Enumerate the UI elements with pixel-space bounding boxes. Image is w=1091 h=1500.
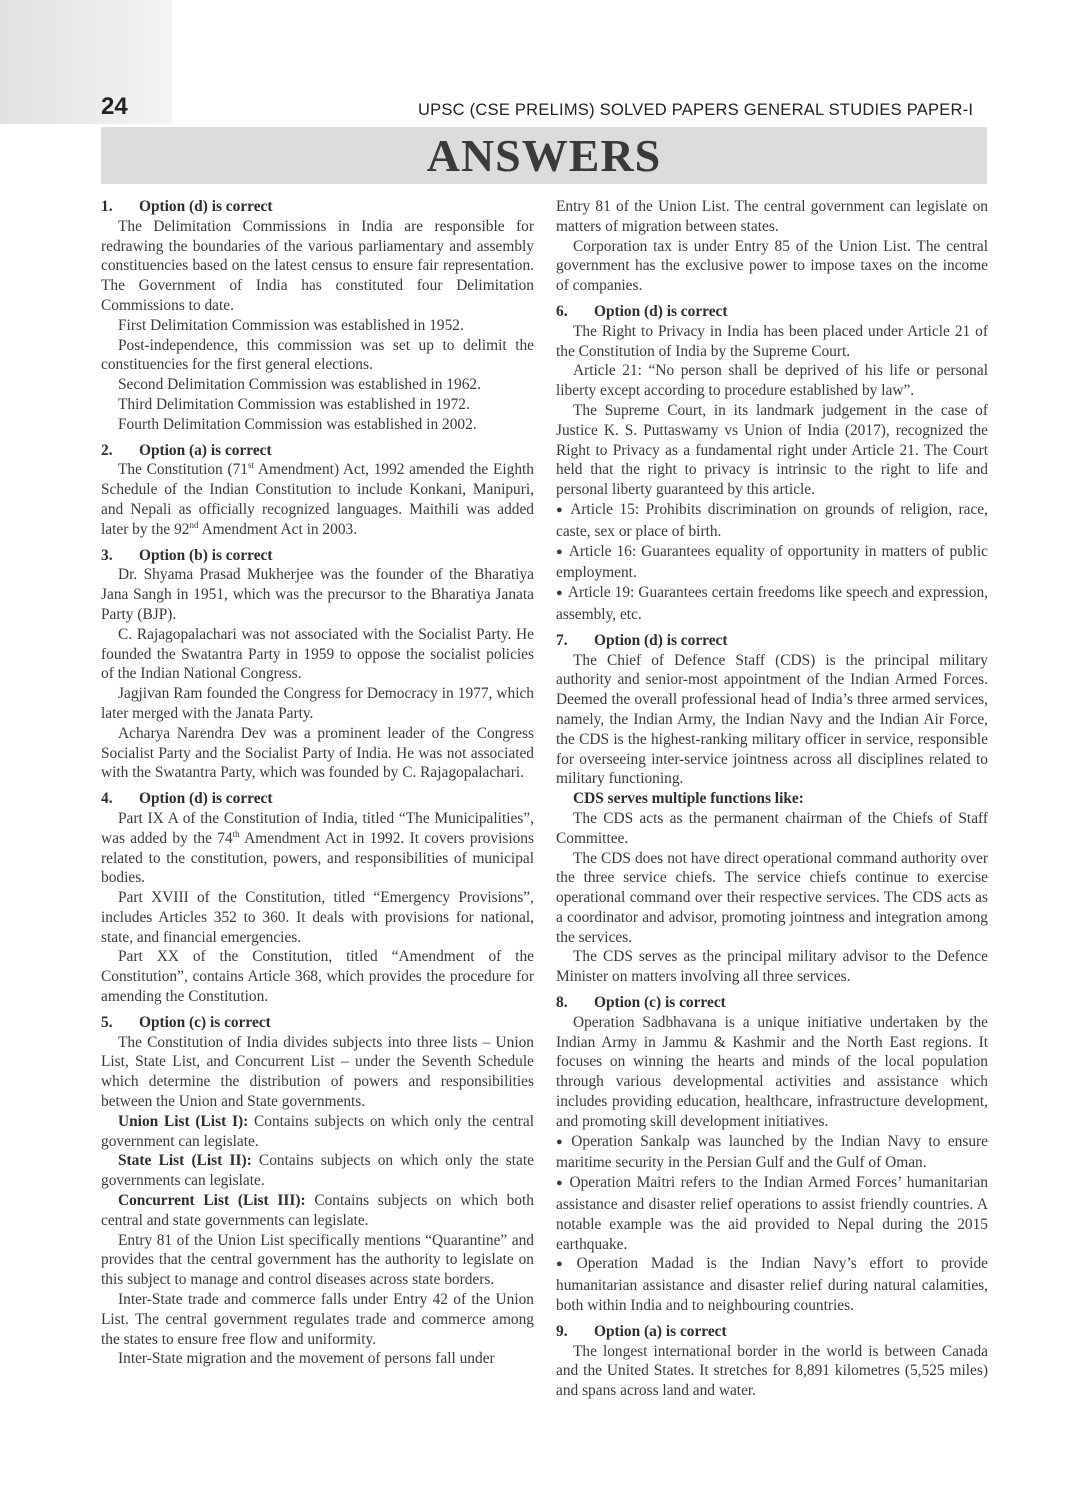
- paragraph: The Constitution (71st Amendment) Act, 1992 amended the Eighth Schedule of the Indian Constitution to include Konkani, Manipuri, and Nepali as officially recognized languages. Maithili was added later by the 92nd Amendment Act in 2003.: [101, 460, 534, 538]
- page-number: 24: [101, 93, 128, 120]
- left-column: [101, 197, 534, 1369]
- bullet-item: ● Article 19: Guarantees certain freedoms like speech and expression, assembly, etc.: [556, 583, 988, 625]
- paragraph: Entry 81 of the Union List. The central government can legislate on matters of migration between states.: [556, 198, 988, 235]
- paragraph: C. Rajagopalachari was not associated with the Socialist Party. He founded the Swatantra Party in 1959 to oppose the socialist policies of the Indian National Congress.: [101, 625, 534, 683]
- paragraph: Part XX of the Constitution, titled “Amendment of the Constitution”, contains Article 368, which provides the procedure for amending the Constitution.: [101, 948, 534, 1006]
- answer-5: [101, 1013, 534, 1369]
- paragraph: The Right to Privacy in India has been placed under Article 21 of the Constitution of India by the Supreme Court.: [556, 322, 988, 360]
- paragraph: The Supreme Court, in its landmark judgement in the case of Justice K. S. Puttaswamy vs Union of India (2017), recognized the Right to Privacy as a fundamental right under Article 21. The Court held that the right to privacy is intrinsic to the right to life and personal liberty guaranteed by this article.: [556, 401, 988, 499]
- answers-banner: [101, 127, 987, 184]
- paragraph: Post-independence, this commission was set up to delimit the constituencies for the first general elections.: [101, 336, 534, 374]
- answer-1: [101, 197, 534, 435]
- subheading: CDS serves multiple functions like:: [573, 790, 804, 808]
- answer-4: [101, 789, 534, 1007]
- paragraph: Entry 81 of the Union List specifically mentions “Quarantine” and provides that the central government has the authority to legislate on this subject to manage and control diseases across state borders.: [101, 1231, 534, 1289]
- paragraph: State List (List II): Contains subjects on which only the state governments can legislate.: [101, 1152, 534, 1190]
- bullet-item: ● Article 15: Prohibits discrimination on grounds of religion, race, caste, sex or place of birth.: [556, 500, 988, 542]
- answer-heading: 6. Option (d) is correct: [556, 302, 728, 320]
- banner-title: ANSWERS: [426, 130, 662, 181]
- answer-heading: 5. Option (c) is correct: [101, 1013, 271, 1031]
- bullet-item: ● Operation Sankalp was launched by the Indian Navy to ensure maritime security in the Persian Gulf and the Gulf of Oman.: [556, 1132, 988, 1174]
- paragraph: The CDS does not have direct operational command authority over the three service chiefs. The service chiefs continue to exercise operational command over their respective services. The CDS acts as a coordinator and advisor, promoting jointness and integration among the services.: [556, 849, 988, 946]
- paragraph: Dr. Shyama Prasad Mukherjee was the founder of the Bharatiya Jana Sangh in 1951, which was the precursor to the Bharatiya Janata Party (BJP).: [101, 566, 534, 623]
- paragraph: Union List (List I): Contains subjects on which only the central government can legislate.: [101, 1112, 534, 1150]
- paragraph: The CDS serves as the principal military advisor to the Defence Minister on matters involving all three services.: [556, 948, 988, 986]
- answer-7: [556, 631, 988, 987]
- paragraph: Second Delimitation Commission was established in 1962.: [118, 376, 481, 394]
- paragraph: Fourth Delimitation Commission was established in 2002.: [118, 415, 477, 433]
- paragraph: The Constitution of India divides subjects into three lists – Union List, State List, and Concurrent List – under the Seventh Schedule which determine the distribution of powers and responsibilities between the Union and State governments.: [101, 1033, 534, 1111]
- answer-9: [556, 1322, 988, 1401]
- answer-2: [101, 441, 534, 540]
- answer-8: [556, 993, 988, 1316]
- paragraph: The Delimitation Commissions in India are responsible for redrawing the boundaries of the various parliamentary and assembly constituencies based on the latest census to ensure fair representation. The Government of India has constituted four Delimitation Commissions to date.: [101, 217, 534, 314]
- paragraph: Acharya Narendra Dev was a prominent leader of the Congress Socialist Party and the Socialist Party of India. He was not associated with the Swatantra Party, which was founded by C. Rajagopalachari.: [101, 724, 534, 782]
- answer-5-continued: [556, 197, 988, 296]
- paragraph: Inter-State trade and commerce falls under Entry 42 of the Union List. The central government regulates trade and commerce among the states to ensure free flow and uniformity.: [101, 1291, 534, 1348]
- answer-heading: 3. Option (b) is correct: [101, 546, 273, 564]
- paragraph: First Delimitation Commission was established in 1952.: [118, 316, 464, 334]
- paragraph: Part XVIII of the Constitution, titled “Emergency Provisions”, includes Articles 352 to 360. It deals with provisions for national, state, and financial emergencies.: [101, 889, 534, 946]
- answer-heading: 7. Option (d) is correct: [556, 631, 728, 649]
- right-column: [556, 197, 988, 1401]
- paragraph: Concurrent List (List III): Contains subjects on which both central and state governments can legislate.: [101, 1192, 535, 1229]
- answer-heading: 2. Option (a) is correct: [101, 441, 272, 459]
- answer-heading: 8. Option (c) is correct: [556, 994, 726, 1012]
- paragraph: The CDS acts as the permanent chairman of the Chiefs of Staff Committee.: [556, 809, 988, 847]
- paragraph: Article 21: “No person shall be deprived of his life or personal liberty except according to procedure established by law”.: [556, 362, 988, 400]
- bullet-item: ● Article 16: Guarantees equality of opportunity in matters of public employment.: [556, 542, 988, 584]
- answer-heading: 1. Option (d) is correct: [101, 198, 273, 215]
- corner-tab: [0, 0, 172, 124]
- paragraph: Corporation tax is under Entry 85 of the Union List. The central government has the exclusive power to impose taxes on the income of companies.: [556, 237, 988, 295]
- answer-3: [101, 546, 534, 784]
- paragraph: Third Delimitation Commission was established in 1972.: [118, 395, 470, 413]
- bullet-item: ● Operation Madad is the Indian Navy’s effort to provide humanitarian assistance and disaster relief during natural calamities, both within India and to neighbouring countries.: [556, 1254, 988, 1315]
- answer-6: [556, 302, 988, 625]
- paragraph: The longest international border in the world is between Canada and the United States. It stretches for 8,891 kilometres (5,525 miles) and spans across land and water.: [556, 1342, 988, 1400]
- paragraph: Inter-State migration and the movement of persons fall under: [118, 1350, 495, 1368]
- bullet-item: ● Operation Maitri refers to the Indian Armed Forces’ humanitarian assistance and disaster relief operations to assist friendly countries. A notable example was the aid provided to Nepal during the 2015 earthquake.: [556, 1173, 988, 1254]
- running-header: UPSC (CSE PRELIMS) SOLVED PAPERS GENERAL STUDIES PAPER-I: [418, 101, 974, 119]
- answer-heading: 9. Option (a) is correct: [556, 1322, 727, 1340]
- paragraph: The Chief of Defence Staff (CDS) is the principal military authority and senior-most appointment of the Indian Armed Forces. Deemed the overall professional head of India’s three armed services, namely, the Indian Army, the Indian Navy and the Indian Air Force, the CDS is the highest-ranking military officer in service, responsible for overseeing inter-service jointness across all disciplines related to military functioning.: [556, 651, 988, 788]
- paragraph: Part IX A of the Constitution of India, titled “The Municipalities”, was added by the 74th Amendment Act in 1992. It covers provisions related to the constitution, powers, and responsibilities of municipal bodies.: [101, 809, 534, 887]
- paragraph: Operation Sadbhavana is a unique initiative undertaken by the Indian Army in Jammu & Kashmir and the North East regions. It focuses on winning the hearts and minds of the local population through various developmental activities and assistance which includes providing education, healthcare, infrastructure development, and promoting skill development initiatives.: [556, 1013, 988, 1130]
- answer-heading: 4. Option (d) is correct: [101, 790, 273, 808]
- paragraph: Jagjivan Ram founded the Congress for Democracy in 1977, which later merged with the Janata Party.: [101, 685, 534, 722]
